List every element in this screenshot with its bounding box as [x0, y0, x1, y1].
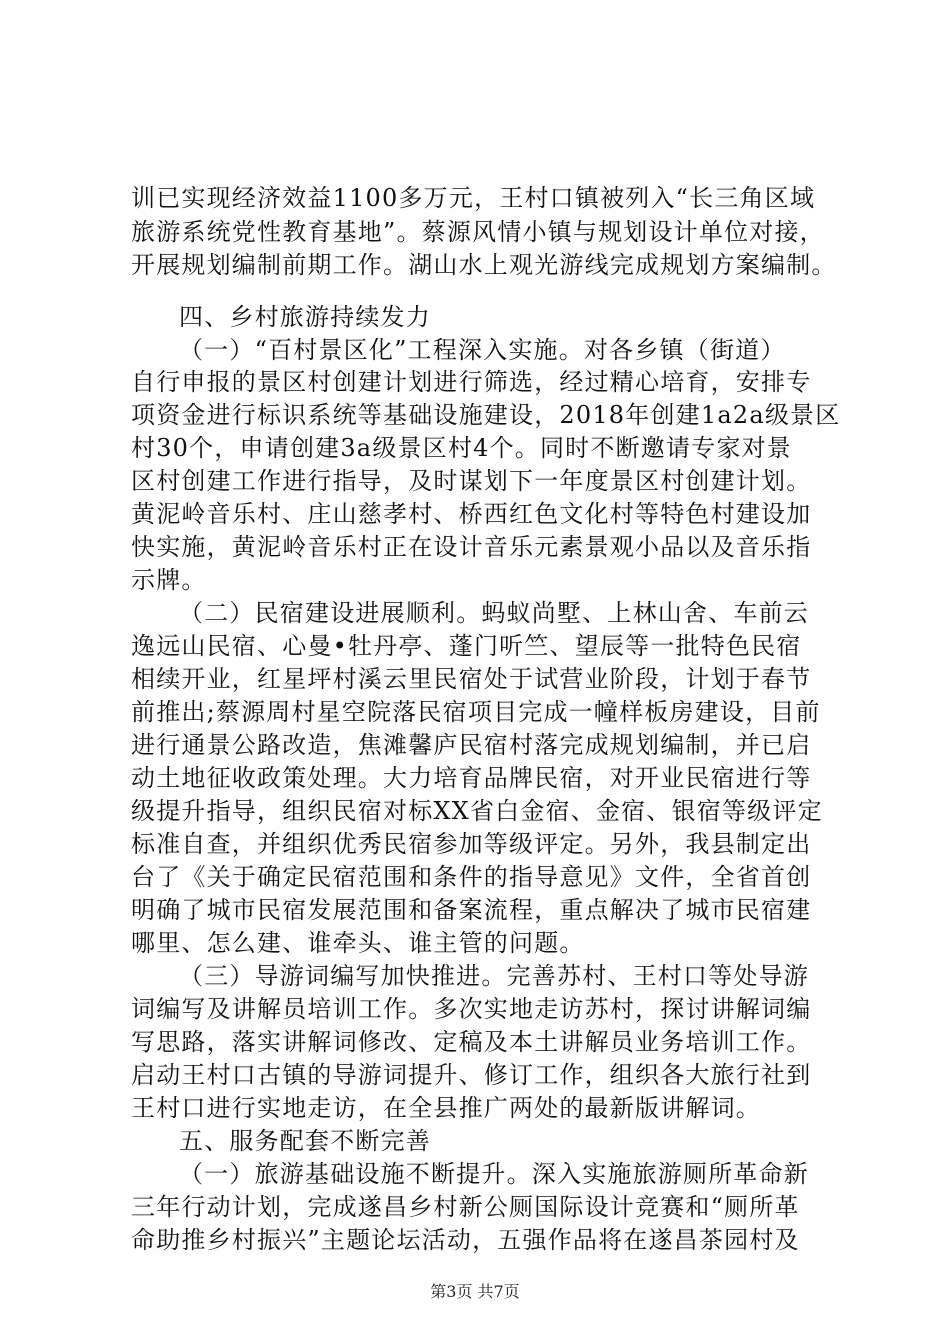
page-number-footer: 第3页 共7页 [430, 1282, 520, 1301]
section-heading: 四、乡村旅游持续发力 [179, 303, 431, 331]
body-line: 级提升指导，组织民宿对标XX省白金宿、金宿、银宿等级评定 [131, 797, 823, 825]
body-line: 三年行动计划，完成遂昌乡村新公厕国际设计竞赛和“厕所革 [131, 1193, 800, 1221]
body-line: 开展规划编制前期工作。湖山水上观光游线完成规划方案编制。 [131, 251, 837, 279]
body-line: 命助推乡村振兴”主题论坛活动，五强作品将在遂昌茶园村及 [131, 1226, 800, 1254]
subsection-heading: （一）“百村景区化”工程深入实施。对各乡镇（街道） [179, 336, 786, 364]
subsection-heading: （二）民宿建设进展顺利。蚂蚁尚墅、上林山舍、车前云 [179, 599, 809, 627]
body-line: 标准自查，并组织优秀民宿参加等级评定。另外，我县制定出 [131, 830, 812, 858]
subsection-heading: （一）旅游基础设施不断提升。深入实施旅游厕所革命新 [179, 1160, 809, 1188]
body-line: 快实施，黄泥岭音乐村正在设计音乐元素景观小品以及音乐指 [131, 533, 812, 561]
body-line: 旅游系统党性教育基地”。蔡源风情小镇与规划设计单位对接， [131, 218, 825, 246]
body-line: 王村口进行实地走访，在全县推广两处的最新版讲解词。 [131, 1094, 761, 1122]
body-line: 自行申报的景区村创建计划进行筛选，经过精心培育，安排专 [131, 368, 812, 396]
body-line: 进行通景公路改造，焦滩馨庐民宿村落完成规划编制，并已启 [131, 731, 812, 759]
body-line: 逸远山民宿、心曼•牡丹亭、蓬门听竺、望辰等一批特色民宿 [131, 632, 802, 660]
body-line: 示牌。 [131, 566, 207, 594]
body-line: 项资金进行标识系统等基础设施建设，2018年创建1a2a级景区 [131, 401, 841, 429]
body-line: 训已实现经济效益1100多万元，王村口镇被列入“长三角区域 [131, 184, 816, 212]
body-line: 村30个，申请创建3a级景区村4个。同时不断邀请专家对景 [131, 434, 792, 462]
body-line: 明确了城市民宿发展范围和备案流程，重点解决了城市民宿建 [131, 896, 812, 924]
body-line: 黄泥岭音乐村、庄山慈孝村、桥西红色文化村等特色村建设加 [131, 500, 812, 528]
body-line: 写思路，落实讲解词修改、定稿及本土讲解员业务培训工作。 [131, 1028, 812, 1056]
section-heading: 五、服务配套不断完善 [179, 1127, 431, 1155]
body-line: 哪里、怎么建、谁牵头、谁主管的问题。 [131, 929, 585, 957]
subsection-heading: （三）导游词编写加快推进。完善苏村、王村口等处导游 [179, 962, 809, 990]
body-line: 词编写及讲解员培训工作。多次实地走访苏村，探讨讲解词编 [131, 995, 812, 1023]
body-line: 台了《关于确定民宿范围和条件的指导意见》文件，全省首创 [131, 863, 812, 891]
body-line: 前推出;蔡源周村星空院落民宿项目完成一幢样板房建设，目前 [131, 698, 821, 726]
body-line: 区村创建工作进行指导，及时谋划下一年度景区村创建计划。 [131, 467, 812, 495]
body-line: 动土地征收政策处理。大力培育品牌民宿，对开业民宿进行等 [131, 764, 812, 792]
body-line: 启动王村口古镇的导游词提升、修订工作，组织各大旅行社到 [131, 1061, 812, 1089]
body-line: 相续开业，红星坪村溪云里民宿处于试营业阶段，计划于春节 [131, 665, 812, 693]
